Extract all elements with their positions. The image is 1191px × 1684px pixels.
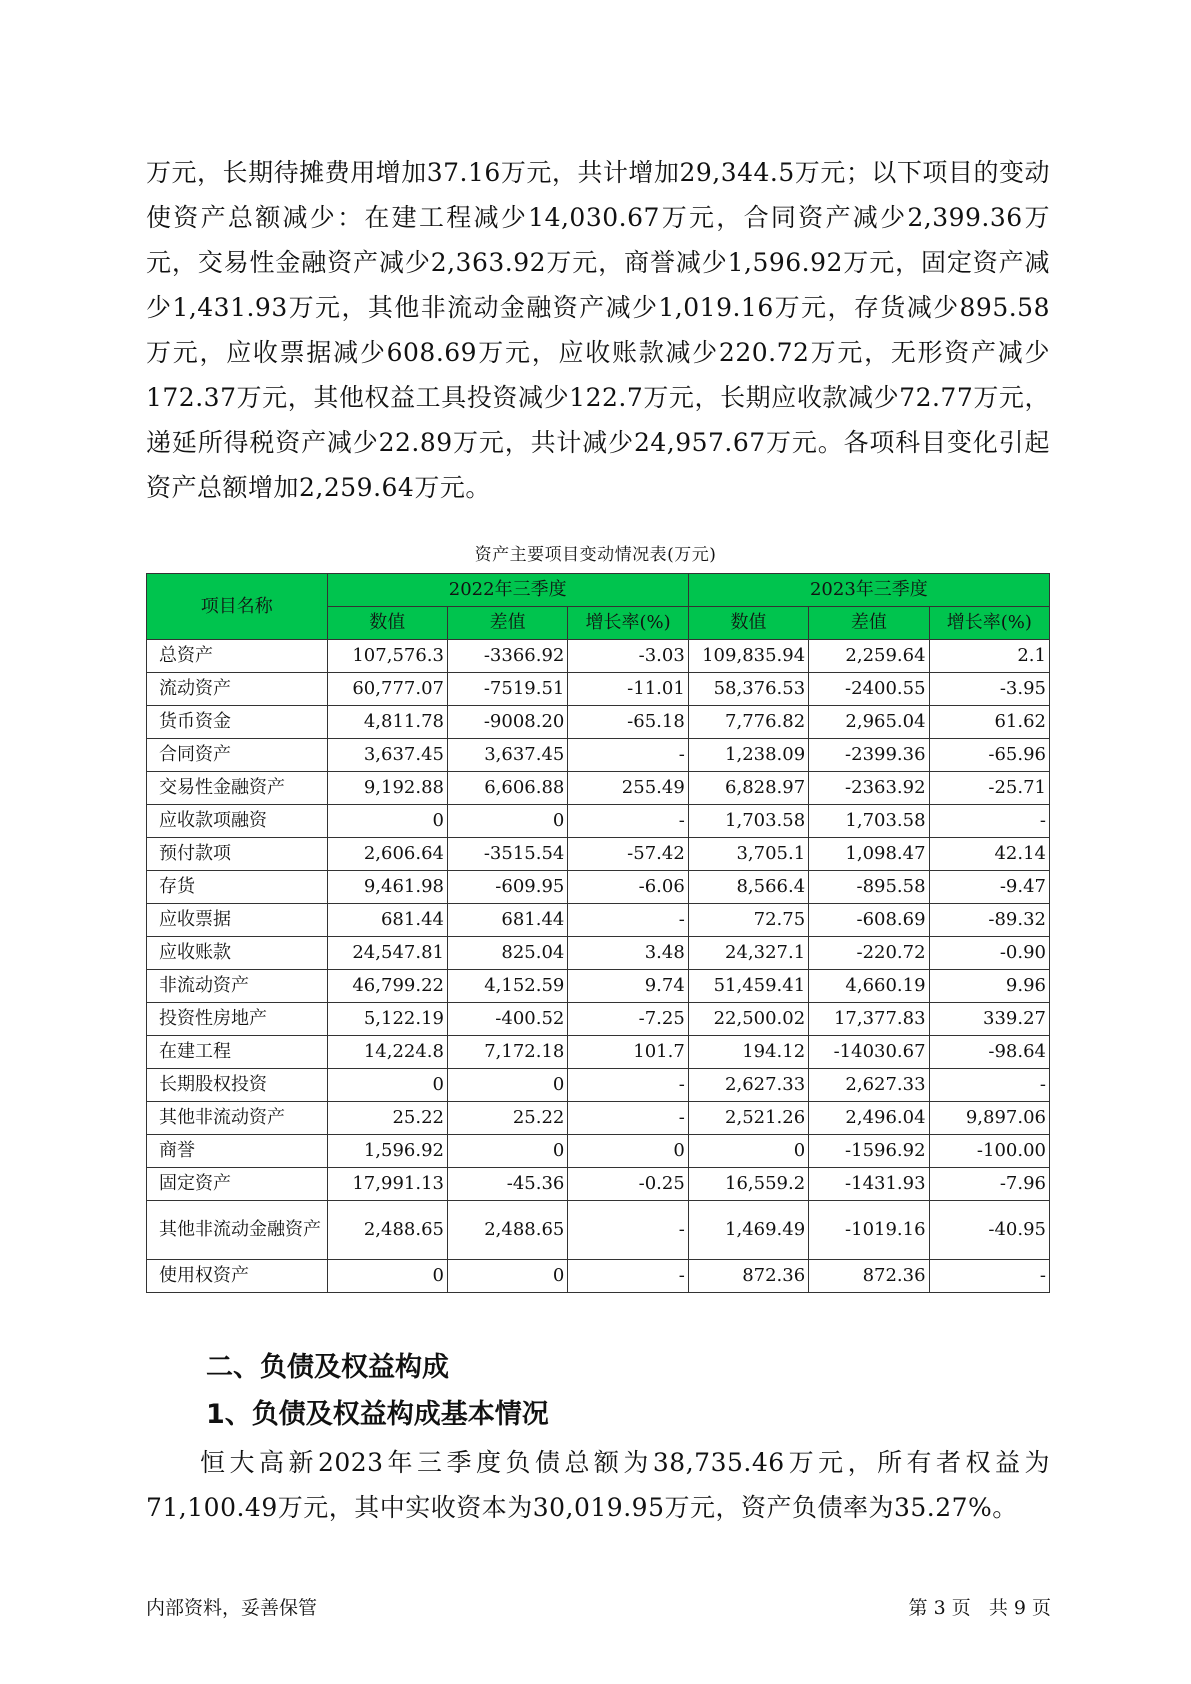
cell-d2: 1,703.58 <box>809 805 929 838</box>
row-item-name: 存货 <box>147 871 328 904</box>
header-period-2023: 2023年三季度 <box>688 574 1049 607</box>
cell-d2: 2,259.64 <box>809 640 929 673</box>
cell-g2: -9.47 <box>929 871 1049 904</box>
table-row <box>147 772 1050 805</box>
row-item-name: 使用权资产 <box>147 1260 328 1293</box>
body-paragraph-liabilities: 恒大高新2023年三季度负债总额为38,735.46万元，所有者权益为71,100.49万元，其中实收资本为30,019.95万元，资产负债率为35.27%。 <box>146 1448 1050 1522</box>
cell-g1: - <box>568 805 688 838</box>
cell-d2: -895.58 <box>809 871 929 904</box>
row-item-name: 投资性房地产 <box>147 1003 328 1036</box>
cell-d2: 2,627.33 <box>809 1069 929 1102</box>
row-item-name: 在建工程 <box>147 1036 328 1069</box>
header-value: 数值 <box>327 607 447 640</box>
cell-v2: 51,459.41 <box>688 970 808 1003</box>
cell-d1: -9008.20 <box>447 706 567 739</box>
cell-d2: -1431.93 <box>809 1168 929 1201</box>
table-row <box>147 673 1050 706</box>
cell-v1: 0 <box>327 805 447 838</box>
row-item-name: 货币资金 <box>147 706 328 739</box>
cell-v1: 60,777.07 <box>327 673 447 706</box>
subsection-heading: 1、负债及权益构成基本情况 <box>206 1399 549 1430</box>
row-item-name: 其他非流动金融资产 <box>147 1201 328 1260</box>
cell-g2: -65.96 <box>929 739 1049 772</box>
row-item-name: 非流动资产 <box>147 970 328 1003</box>
cell-d1: -45.36 <box>447 1168 567 1201</box>
cell-v1: 5,122.19 <box>327 1003 447 1036</box>
cell-d2: 4,660.19 <box>809 970 929 1003</box>
cell-v1: 2,488.65 <box>327 1201 447 1260</box>
table-row <box>147 1201 1050 1260</box>
cell-g2: -7.96 <box>929 1168 1049 1201</box>
cell-d1: 3,637.45 <box>447 739 567 772</box>
table-row <box>147 706 1050 739</box>
cell-v1: 9,461.98 <box>327 871 447 904</box>
table-row <box>147 970 1050 1003</box>
table-row <box>147 640 1050 673</box>
row-item-name: 交易性金融资产 <box>147 772 328 805</box>
cell-d2: -608.69 <box>809 904 929 937</box>
cell-v2: 1,469.49 <box>688 1201 808 1260</box>
cell-g1: - <box>568 1260 688 1293</box>
cell-v1: 14,224.8 <box>327 1036 447 1069</box>
row-item-name: 合同资产 <box>147 739 328 772</box>
cell-g1: - <box>568 1069 688 1102</box>
cell-d1: 7,172.18 <box>447 1036 567 1069</box>
table-row <box>147 1003 1050 1036</box>
cell-d1: 4,152.59 <box>447 970 567 1003</box>
cell-v2: 194.12 <box>688 1036 808 1069</box>
cell-d2: 1,098.47 <box>809 838 929 871</box>
cell-v2: 109,835.94 <box>688 640 808 673</box>
footer-page-number: 第 3 页 共 9 页 <box>908 1597 1051 1619</box>
cell-v1: 0 <box>327 1069 447 1102</box>
table-row <box>147 904 1050 937</box>
cell-v2: 1,238.09 <box>688 739 808 772</box>
cell-g1: -6.06 <box>568 871 688 904</box>
header-growth: 增长率(%) <box>568 607 688 640</box>
cell-g1: - <box>568 1201 688 1260</box>
cell-g1: 9.74 <box>568 970 688 1003</box>
cell-d1: 0 <box>447 805 567 838</box>
row-item-name: 其他非流动资产 <box>147 1102 328 1135</box>
table-row <box>147 739 1050 772</box>
cell-v1: 107,576.3 <box>327 640 447 673</box>
cell-g2: -3.95 <box>929 673 1049 706</box>
cell-d2: -2399.36 <box>809 739 929 772</box>
cell-g2: - <box>929 1069 1049 1102</box>
cell-g1: -65.18 <box>568 706 688 739</box>
cell-d2: 2,496.04 <box>809 1102 929 1135</box>
row-item-name: 应收款项融资 <box>147 805 328 838</box>
table-row <box>147 937 1050 970</box>
cell-g1: -3.03 <box>568 640 688 673</box>
row-item-name: 商誉 <box>147 1135 328 1168</box>
cell-d2: -14030.67 <box>809 1036 929 1069</box>
cell-g1: -57.42 <box>568 838 688 871</box>
cell-g2: -100.00 <box>929 1135 1049 1168</box>
cell-g2: 61.62 <box>929 706 1049 739</box>
table-row <box>147 1036 1050 1069</box>
cell-d2: -1019.16 <box>809 1201 929 1260</box>
cell-d1: -3515.54 <box>447 838 567 871</box>
cell-d1: 681.44 <box>447 904 567 937</box>
cell-v1: 46,799.22 <box>327 970 447 1003</box>
cell-g2: -0.90 <box>929 937 1049 970</box>
cell-g1: -0.25 <box>568 1168 688 1201</box>
cell-v1: 1,596.92 <box>327 1135 447 1168</box>
header-diff: 差值 <box>809 607 929 640</box>
cell-v2: 3,705.1 <box>688 838 808 871</box>
cell-g1: 3.48 <box>568 937 688 970</box>
cell-g2: 42.14 <box>929 838 1049 871</box>
cell-g1: - <box>568 1102 688 1135</box>
table-row <box>147 1102 1050 1135</box>
cell-v1: 25.22 <box>327 1102 447 1135</box>
cell-d1: -400.52 <box>447 1003 567 1036</box>
cell-v2: 872.36 <box>688 1260 808 1293</box>
table-row <box>147 1069 1050 1102</box>
row-item-name: 长期股权投资 <box>147 1069 328 1102</box>
cell-d2: 2,965.04 <box>809 706 929 739</box>
cell-g2: -25.71 <box>929 772 1049 805</box>
cell-g2: - <box>929 805 1049 838</box>
cell-v2: 58,376.53 <box>688 673 808 706</box>
cell-v1: 4,811.78 <box>327 706 447 739</box>
cell-g2: -40.95 <box>929 1201 1049 1260</box>
cell-v1: 3,637.45 <box>327 739 447 772</box>
row-item-name: 固定资产 <box>147 1168 328 1201</box>
cell-v2: 1,703.58 <box>688 805 808 838</box>
table-row <box>147 838 1050 871</box>
row-item-name: 应收账款 <box>147 937 328 970</box>
header-diff: 差值 <box>447 607 567 640</box>
cell-v1: 24,547.81 <box>327 937 447 970</box>
cell-d1: 25.22 <box>447 1102 567 1135</box>
table-row <box>147 871 1050 904</box>
cell-d2: 872.36 <box>809 1260 929 1293</box>
table-body <box>147 640 1050 1293</box>
cell-g1: - <box>568 739 688 772</box>
cell-v2: 0 <box>688 1135 808 1168</box>
cell-v2: 16,559.2 <box>688 1168 808 1201</box>
header-growth: 增长率(%) <box>929 607 1049 640</box>
cell-d1: 2,488.65 <box>447 1201 567 1260</box>
cell-g1: -11.01 <box>568 673 688 706</box>
cell-v1: 681.44 <box>327 904 447 937</box>
cell-v1: 17,991.13 <box>327 1168 447 1201</box>
cell-g1: 101.7 <box>568 1036 688 1069</box>
cell-g2: -89.32 <box>929 904 1049 937</box>
cell-v2: 8,566.4 <box>688 871 808 904</box>
cell-g1: 0 <box>568 1135 688 1168</box>
cell-d2: -2400.55 <box>809 673 929 706</box>
cell-v1: 9,192.88 <box>327 772 447 805</box>
cell-d1: 0 <box>447 1135 567 1168</box>
row-item-name: 总资产 <box>147 640 328 673</box>
body-paragraph-assets: 万元，长期待摊费用增加37.16万元，共计增加29,344.5万元；以下项目的变动使资产总额减少：在建工程减少14,030.67万元，合同资产减少2,399.36万元，交易性金融资产减少2,363.92万元，商誉减少1,596.92万元，固定资产减少1,431.93万元，其他非流动金融资产减少1,019.16万元，存货减少895.58万元，应收票据减少608.69万元，应收账款减少220.72万元，无形资产减少172.37万元，其他权益工具投资减少122.7万元，长期应收款减少72.77万元，递延所得税资产减少22.89万元，共计减少24,957.67万元。各项科目变化引起资产总额增加2,259.64万元。 <box>146 158 1050 502</box>
cell-d1: 0 <box>447 1069 567 1102</box>
cell-d2: -220.72 <box>809 937 929 970</box>
cell-v2: 2,521.26 <box>688 1102 808 1135</box>
cell-d1: -7519.51 <box>447 673 567 706</box>
asset-change-table <box>146 573 1050 1293</box>
cell-v1: 2,606.64 <box>327 838 447 871</box>
cell-g2: - <box>929 1260 1049 1293</box>
cell-g2: -98.64 <box>929 1036 1049 1069</box>
cell-d2: -2363.92 <box>809 772 929 805</box>
header-item-name: 项目名称 <box>147 574 328 640</box>
cell-v2: 24,327.1 <box>688 937 808 970</box>
cell-v1: 0 <box>327 1260 447 1293</box>
table-row <box>147 1135 1050 1168</box>
table-caption: 资产主要项目变动情况表(万元) <box>474 545 717 565</box>
cell-d1: 6,606.88 <box>447 772 567 805</box>
table-row <box>147 1168 1050 1201</box>
header-period-2022: 2022年三季度 <box>327 574 688 607</box>
cell-v2: 2,627.33 <box>688 1069 808 1102</box>
cell-d2: 17,377.83 <box>809 1003 929 1036</box>
section-heading: 二、负债及权益构成 <box>206 1352 449 1383</box>
cell-d1: -3366.92 <box>447 640 567 673</box>
cell-v2: 6,828.97 <box>688 772 808 805</box>
header-value: 数值 <box>688 607 808 640</box>
table-row <box>147 1260 1050 1293</box>
cell-g2: 9,897.06 <box>929 1102 1049 1135</box>
cell-d1: 0 <box>447 1260 567 1293</box>
cell-d1: 825.04 <box>447 937 567 970</box>
row-item-name: 应收票据 <box>147 904 328 937</box>
cell-v2: 72.75 <box>688 904 808 937</box>
cell-g1: -7.25 <box>568 1003 688 1036</box>
cell-g2: 9.96 <box>929 970 1049 1003</box>
cell-g1: 255.49 <box>568 772 688 805</box>
footer-confidential-note: 内部资料，妥善保管 <box>146 1597 318 1619</box>
cell-v2: 7,776.82 <box>688 706 808 739</box>
row-item-name: 预付款项 <box>147 838 328 871</box>
cell-d2: -1596.92 <box>809 1135 929 1168</box>
cell-d1: -609.95 <box>447 871 567 904</box>
table-row <box>147 805 1050 838</box>
cell-g1: - <box>568 904 688 937</box>
row-item-name: 流动资产 <box>147 673 328 706</box>
cell-v2: 22,500.02 <box>688 1003 808 1036</box>
cell-g2: 2.1 <box>929 640 1049 673</box>
cell-g2: 339.27 <box>929 1003 1049 1036</box>
